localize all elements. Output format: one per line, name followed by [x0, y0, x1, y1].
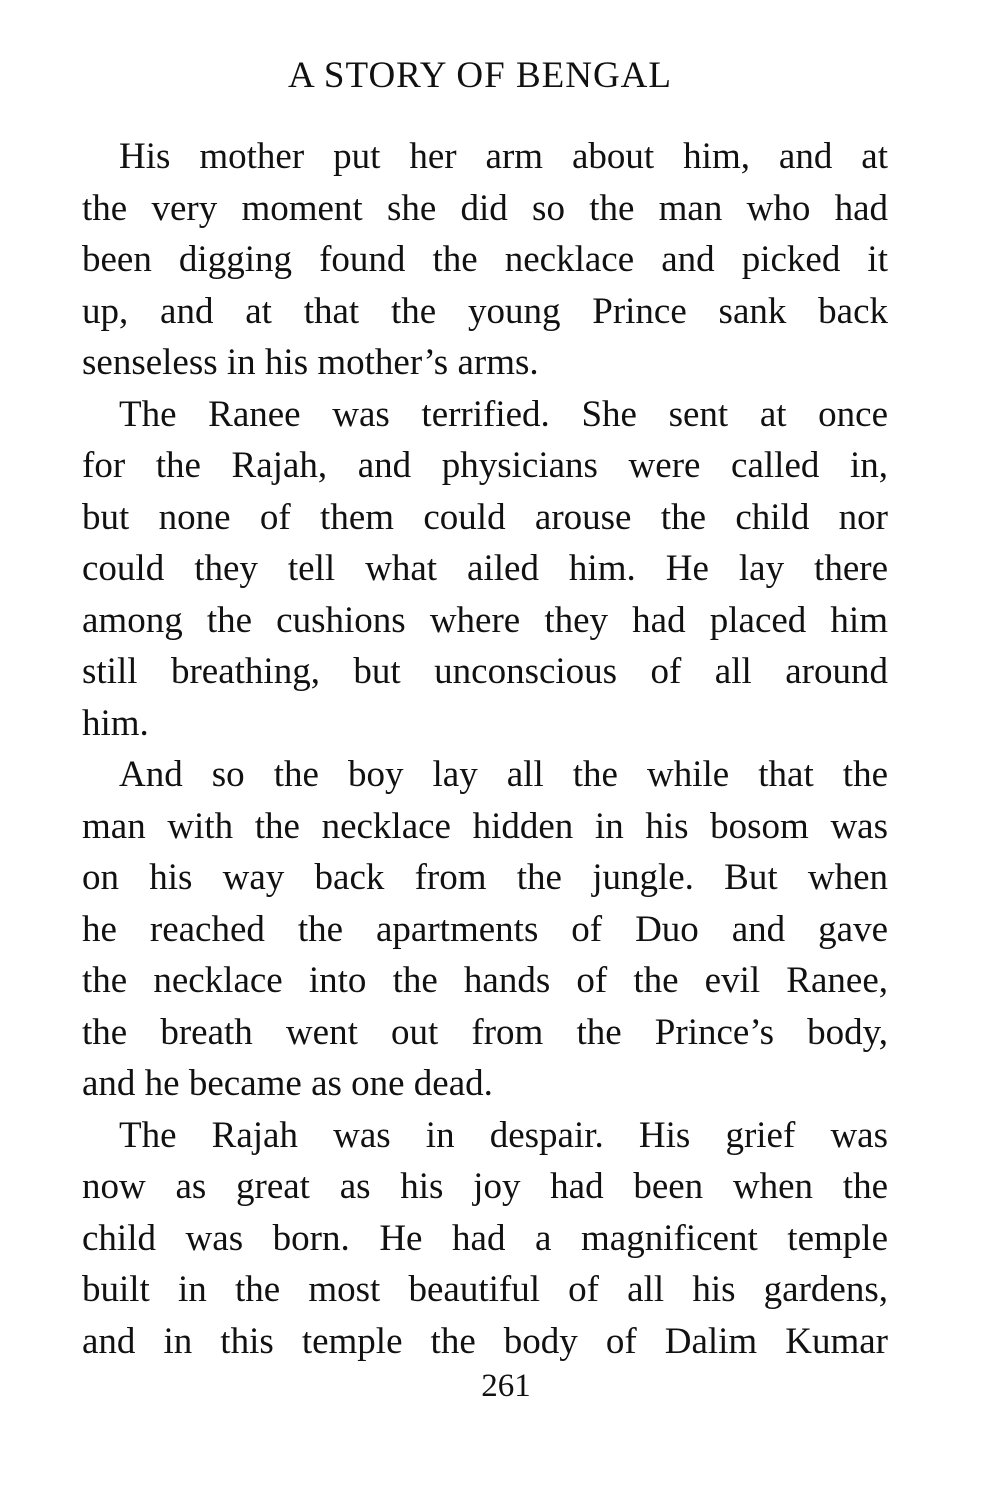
paragraph-2-line-4: could they tell what ailed him. He lay there — [82, 548, 888, 589]
paragraph-4-line-5: and in this temple the body of Dalim Kumar — [82, 1320, 888, 1362]
paragraph-3-line-7: and he became as one dead. — [82, 1063, 493, 1104]
paragraph-3-line-4: he reached the apartments of Duo and gave — [82, 908, 888, 950]
paragraph-1-line-1: His mother put her arm about him, and at — [119, 136, 888, 177]
paragraph-2-line-1: The Ranee was terrified. She sent at once — [119, 393, 888, 435]
running-head: A STORY OF BENGAL — [288, 55, 672, 96]
paragraph-3-line-5: the necklace into the hands of the evil Ranee, — [82, 960, 888, 1001]
paragraph-4-line-3: child was born. He had a magnificent temple — [82, 1217, 888, 1259]
paragraph-2-line-2: for the Rajah, and physicians were called in, — [82, 445, 888, 486]
paragraph-2-line-6: still breathing, but unconscious of all around — [82, 651, 888, 692]
paragraph-1-line-4: up, and at that the young Prince sank back — [82, 290, 888, 332]
paragraph-3-line-3: on his way back from the jungle. But when — [82, 857, 888, 898]
paragraph-1-line-2: the very moment she did so the man who had — [82, 187, 888, 229]
paragraph-1-line-3: been digging found the necklace and picked it — [82, 239, 888, 280]
paragraph-3-line-1: And so the boy lay all the while that the — [119, 754, 888, 795]
paragraph-4-line-1: The Rajah was in despair. His grief was — [119, 1114, 888, 1156]
page-number: 261 — [481, 1368, 531, 1404]
paragraph-4-line-2: now as great as his joy had been when the — [82, 1166, 888, 1207]
paragraph-2-line-3: but none of them could arouse the child nor — [82, 496, 888, 538]
paragraph-4-line-4: built in the most beautiful of all his gardens, — [82, 1269, 888, 1310]
paragraph-2-line-5: among the cushions where they had placed him — [82, 599, 888, 641]
paragraph-3-line-6: the breath went out from the Prince’s body, — [82, 1011, 888, 1053]
paragraph-3-line-2: man with the necklace hidden in his bosom was — [82, 805, 888, 847]
body-text — [82, 131, 888, 1367]
paragraph-2-line-7: him. — [82, 702, 149, 744]
paragraph-1-line-5: senseless in his mother’s arms. — [82, 342, 539, 383]
